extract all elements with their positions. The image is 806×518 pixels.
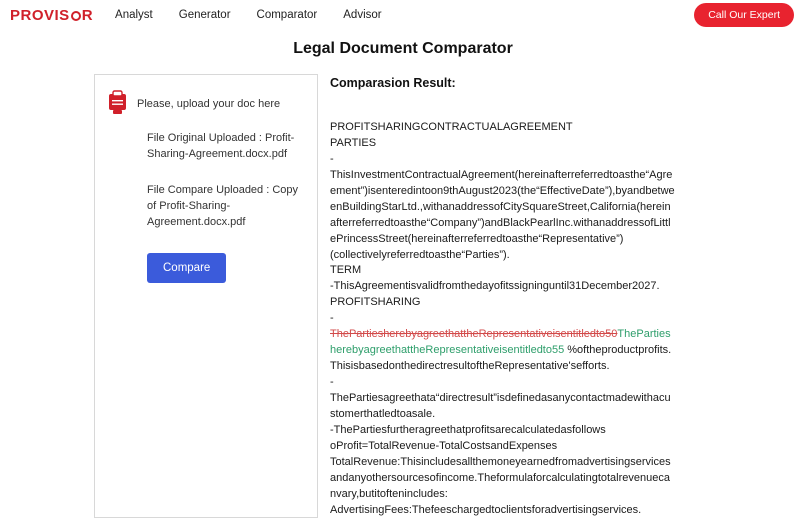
logo-circle-icon: [71, 11, 81, 21]
comparison-result-title: Comparasion Result:: [330, 76, 676, 90]
brand-logo-text-right: R: [82, 7, 93, 24]
nav-item-advisor[interactable]: Advisor: [343, 9, 381, 21]
page-title: Legal Document Comparator: [0, 40, 806, 58]
brand-logo-text-left: PROVIS: [10, 7, 70, 24]
nav-item-comparator[interactable]: Comparator: [257, 9, 318, 21]
result-line: TotalRevenue:Thisincludesallthemoneyearnedfromadvertisingservicesandanyothersourcesofincome.Theformulaforcalculatingtotalrevenuecanvary,butitoftenincludes:: [330, 455, 676, 503]
upload-prompt-row: [107, 91, 305, 117]
diff-deleted-text: ThePartiesherebyagreethattheRepresentativeisentitledto50: [330, 328, 617, 340]
compare-button[interactable]: Compare: [147, 253, 226, 283]
main-content: [0, 74, 806, 518]
brand-logo[interactable]: [10, 7, 93, 24]
result-line: ThisisbasedonthedirectresultoftheRepresentative'sefforts.: [330, 359, 676, 375]
upload-document-icon: [107, 91, 129, 117]
file-original-label: File Original Uploaded : Profit-Sharing-Agreement.docx.pdf: [147, 131, 305, 163]
result-line: PROFITSHARING: [330, 295, 676, 311]
call-expert-button[interactable]: Call Our Expert: [694, 3, 794, 27]
comparison-result-panel: [330, 74, 676, 518]
result-line: TERM: [330, 263, 676, 279]
comparison-result-body: [330, 120, 676, 518]
diff-prefix: -: [330, 312, 334, 324]
result-line: AdvertisingFees:Thefeeschargedtoclientsforadvertisingservices.: [330, 503, 676, 518]
result-line: PROFITSHARINGCONTRACTUALAGREEMENT: [330, 120, 676, 136]
upload-panel[interactable]: [94, 74, 318, 518]
nav-item-analyst[interactable]: Analyst: [115, 9, 153, 21]
result-diff-line: [330, 311, 676, 359]
result-line: -ThePartiesfurtheragreethatprofitsarecalculatedasfollows: [330, 423, 676, 439]
upload-prompt-label: Please, upload your doc here: [137, 98, 280, 110]
diff-suffix: %oftheproductprofits.: [564, 344, 671, 356]
nav-item-generator[interactable]: Generator: [179, 9, 231, 21]
top-header: [0, 0, 806, 30]
result-line: -ThePartiesagreethata“directresult”isdefinedasanycontactmadewithacustomerthatledtoasale.: [330, 375, 676, 423]
result-line: oProfit=TotalRevenue-TotalCostsandExpenses: [330, 439, 676, 455]
file-compare-label: File Compare Uploaded : Copy of Profit-Sharing-Agreement.docx.pdf: [147, 183, 305, 231]
result-line: -ThisAgreementisvalidfromthedayofitssigninguntil31December2027.: [330, 279, 676, 295]
result-line: -ThisInvestmentContractualAgreement(hereinafterreferredtoasthe“Agreement”)isenteredintoon9thAugust2023(the“EffectiveDate”),byandbetweenBuildingStarLtd.,withanaddressofCitySquareStreet,California(hereinafterreferredtoasthe“Company”)andBlackPearlInc.withanaddressofLittlePrincessStreet(hereinafterreferredtoasthe“Representative”)(collectivelyreferredtoasthe“Parties”).: [330, 152, 676, 264]
diff-inserted-text: ThePartiesherebyagreethattheRepresentativeisentitledto55: [330, 328, 671, 356]
result-line: PARTIES: [330, 136, 676, 152]
main-nav: [115, 9, 382, 21]
